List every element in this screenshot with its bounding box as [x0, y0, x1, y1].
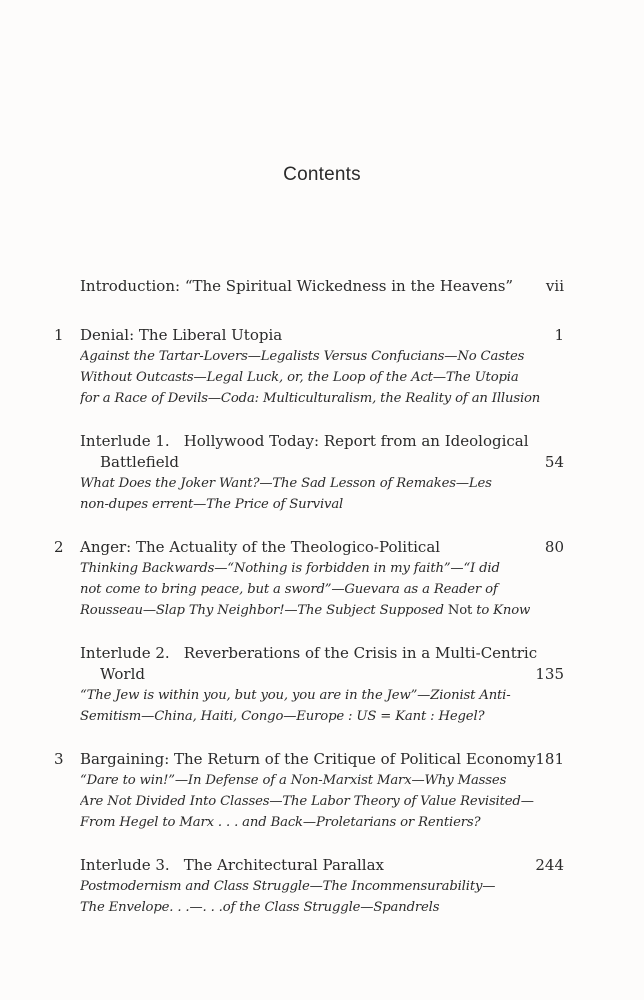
- toc-entry-chapter-1: [0, 325, 644, 409]
- subsection-line: What Does the Joker Want?—The Sad Lesson of Remakes—Les: [80, 476, 492, 491]
- page-number: 181: [535, 750, 564, 768]
- toc-entry-chapter-3: [0, 749, 644, 833]
- entry-title-continued: Battlefield: [100, 453, 179, 471]
- toc-entry-interlude-1: [0, 431, 644, 515]
- entry-title: Anger: The Actuality of the Theologico-Political: [80, 538, 441, 556]
- toc-entry-interlude-3: [0, 855, 644, 918]
- interlude-title: The Architectural Parallax: [183, 856, 385, 874]
- page-number: 1: [554, 326, 564, 344]
- toc-entry-interlude-2: [0, 643, 644, 727]
- interlude-label: Interlude 2.: [80, 644, 170, 662]
- toc-entry-chapter-2: [0, 537, 644, 621]
- chapter-number: 3: [54, 750, 64, 768]
- subsection-line: The Envelope. . .—. . .of the Class Struggle—Spandrels: [80, 900, 440, 915]
- interlude-label: Interlude 1.: [80, 432, 170, 450]
- table-of-contents: [0, 276, 644, 940]
- subsection-line: not come to bring peace, but a sword”—Guevara as a Reader of: [80, 582, 498, 597]
- subsection-line: Are Not Divided Into Classes—The Labor Theory of Value Revisited—: [80, 794, 534, 809]
- subsection-line: Postmodernism and Class Struggle—The Incommensurability—: [80, 879, 496, 894]
- subsection-line: non-dupes errent—The Price of Survival: [80, 497, 344, 512]
- subsection-line: Thinking Backwards—“Nothing is forbidden in my faith”—“I did: [80, 561, 500, 576]
- subsection-line: Against the Tartar-Lovers—Legalists Versus Confucians—No Castes: [80, 349, 525, 364]
- page-title: Contents: [283, 164, 361, 185]
- page-number: vii: [545, 277, 564, 295]
- interlude-label: Interlude 3.: [80, 856, 170, 874]
- entry-title: Introduction: “The Spiritual Wickedness in the Heavens”: [80, 277, 514, 295]
- interlude-title: Hollywood Today: Report from an Ideological: [183, 432, 529, 450]
- page-number: 135: [535, 665, 564, 683]
- subsection-line: Semitism—China, Haiti, Congo—Europe : US = Kant : Hegel?: [80, 709, 485, 724]
- page-number: 80: [544, 538, 564, 556]
- entry-title: [80, 643, 538, 664]
- toc-entry-introduction: [0, 276, 644, 297]
- page-number: 54: [544, 453, 564, 471]
- page-number: 244: [535, 856, 564, 874]
- subsection-line: for a Race of Devils—Coda: Multiculturalism, the Reality of an Illusion: [80, 391, 540, 406]
- entry-title: [80, 855, 525, 876]
- subsection-line: “Dare to win!”—In Defense of a Non-Marxist Marx—Why Masses: [80, 773, 507, 788]
- chapter-number: 2: [54, 538, 64, 556]
- subsection-line: Without Outcasts—Legal Luck, or, the Loop of the Act—The Utopia: [80, 370, 519, 385]
- subsection-line: From Hegel to Marx . . . and Back—Proletarians or Rentiers?: [80, 815, 481, 830]
- entry-title-continued: World: [100, 665, 145, 683]
- chapter-number: 1: [54, 326, 64, 344]
- entry-title: Bargaining: The Return of the Critique of Political Economy: [80, 750, 536, 768]
- subsection-line: “The Jew is within you, but you, you are in the Jew”—Zionist Anti-: [80, 688, 511, 703]
- subsection-line: Rousseau—Slap Thy Neighbor!—The Subject Supposed Not to Know: [80, 603, 531, 618]
- entry-title: Denial: The Liberal Utopia: [80, 326, 283, 344]
- entry-title: [80, 431, 529, 452]
- interlude-title: Reverberations of the Crisis in a Multi-Centric: [183, 644, 538, 662]
